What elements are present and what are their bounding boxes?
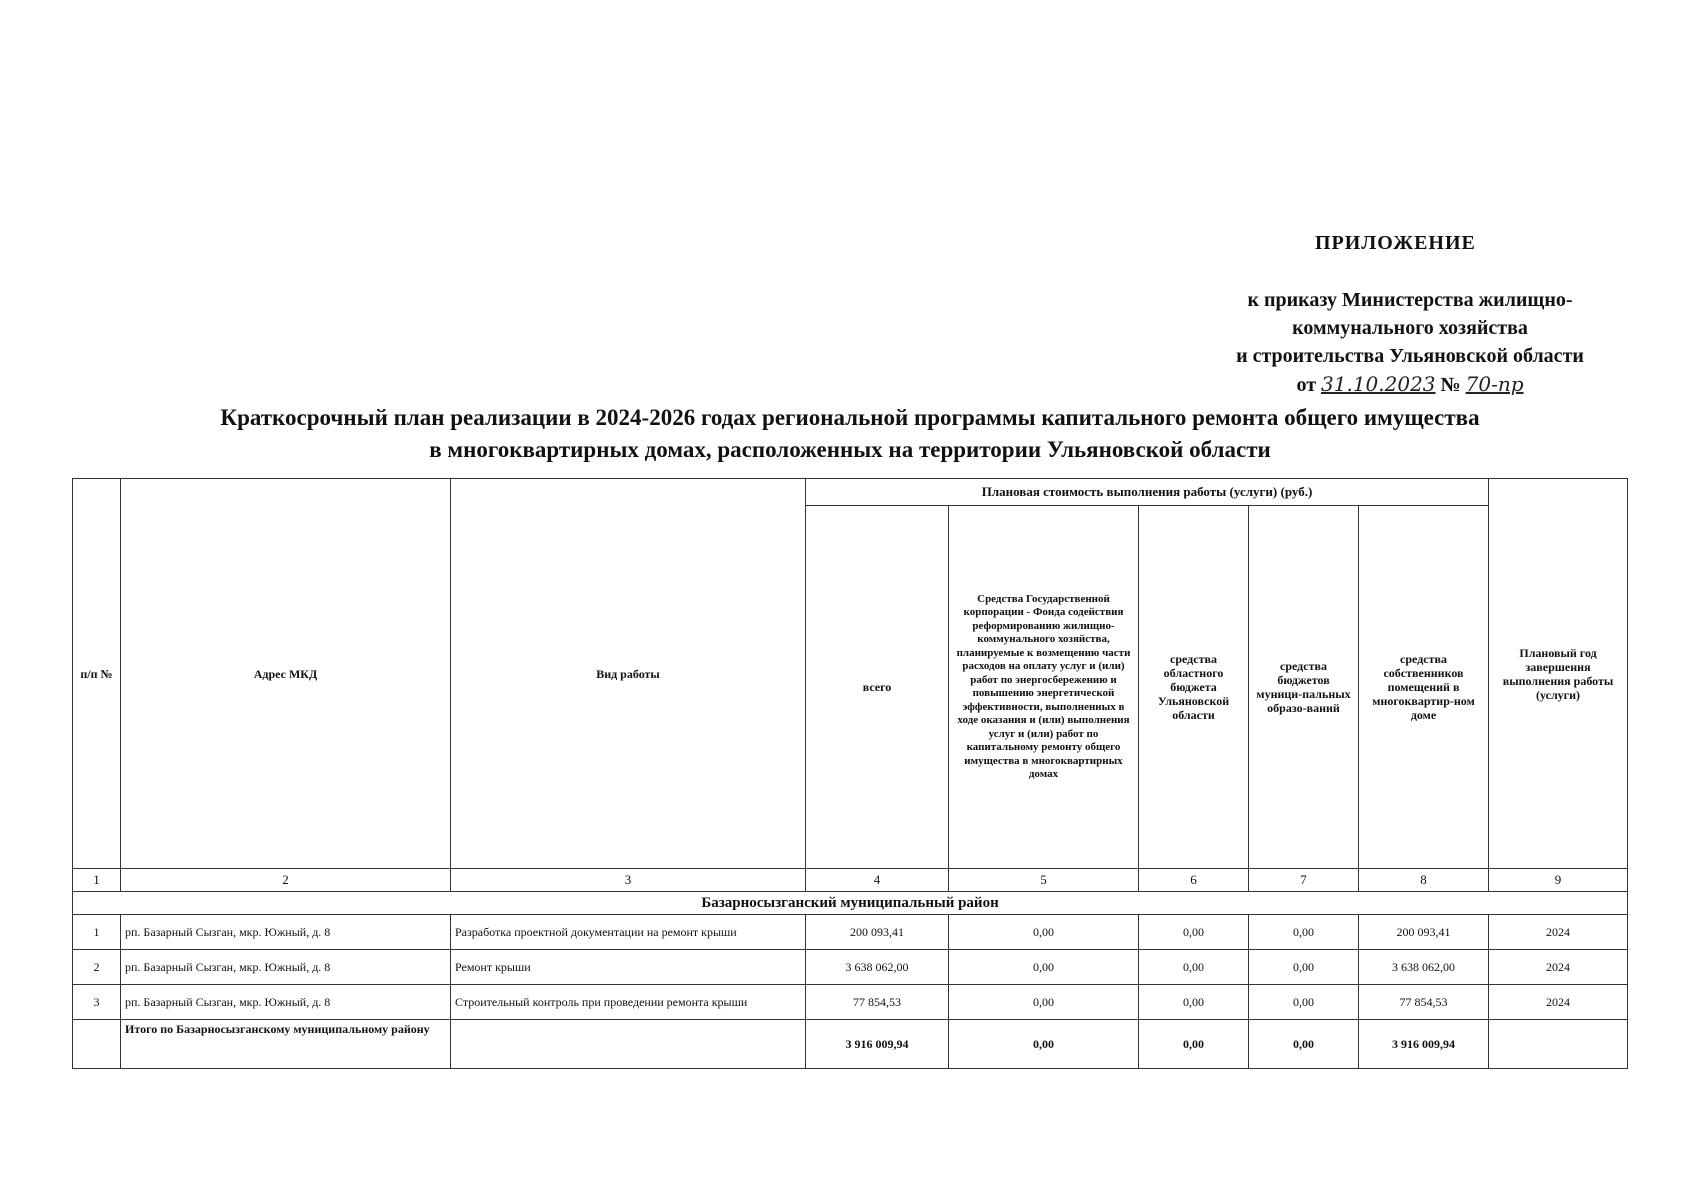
- row-municipal: 0,00: [1249, 985, 1359, 1020]
- row-address: рп. Базарный Сызган, мкр. Южный, д. 8: [121, 950, 451, 985]
- header-address: Адрес МКД: [121, 479, 451, 869]
- row-total: 77 854,53: [806, 985, 949, 1020]
- order-reference: [1190, 286, 1630, 399]
- header-total: всего: [806, 506, 949, 869]
- header-municipal: средства бюджетов муници-пальных образо-ваний: [1249, 506, 1359, 869]
- row-year: 2024: [1489, 915, 1628, 950]
- total-fund: 0,00: [949, 1020, 1139, 1069]
- col-number: 8: [1359, 869, 1489, 892]
- header-work: Вид работы: [451, 479, 806, 869]
- row-total: 200 093,41: [806, 915, 949, 950]
- col-number: 4: [806, 869, 949, 892]
- header-fund: Средства Государственной корпорации - Фонда содействия реформированию жилищно-коммунального хозяйства, планируемые к возмещению части расходов на оплату услуг и (или) работ по энергосбережению и повышению энергетической эффективности, выполненных в ходе оказания и (или) выполнения услуг и (или) работ по капитальному ремонту общего имущества в многоквартирных домах: [949, 506, 1139, 869]
- title-line-2: в многоквартирных домах, расположенных на территории Ульяновской области: [429, 437, 1271, 462]
- total-sum: 3 916 009,94: [806, 1020, 949, 1069]
- table-row: [73, 985, 1628, 1020]
- date-prefix: от: [1296, 374, 1317, 396]
- row-total: 3 638 062,00: [806, 950, 949, 985]
- order-line-1: к приказу Министерства жилищно-: [1247, 289, 1573, 311]
- row-work: Разработка проектной документации на ремонт крыши: [451, 915, 806, 950]
- total-work-empty: [451, 1020, 806, 1069]
- total-year-empty: [1489, 1020, 1628, 1069]
- row-num: 3: [73, 985, 121, 1020]
- total-label: Итого по Базарносызганскому муниципальному району: [121, 1020, 451, 1069]
- total-num-empty: [73, 1020, 121, 1069]
- total-regional: 0,00: [1139, 1020, 1249, 1069]
- row-num: 2: [73, 950, 121, 985]
- district-name: Базарносызганский муниципальный район: [73, 892, 1628, 915]
- row-municipal: 0,00: [1249, 915, 1359, 950]
- column-number-row: [73, 869, 1628, 892]
- number-prefix: №: [1440, 374, 1461, 396]
- title-line-1: Краткосрочный план реализации в 2024-2026 годах региональной программы капитального ремонта общего имущества: [220, 405, 1480, 430]
- row-owners: 77 854,53: [1359, 985, 1489, 1020]
- header-year: Плановый год завершения выполнения работы (услуги): [1489, 479, 1628, 869]
- capital-repair-plan-table: [72, 478, 1628, 1069]
- total-municipal: 0,00: [1249, 1020, 1359, 1069]
- header-cost-group: Плановая стоимость выполнения работы (услуги) (руб.): [806, 479, 1489, 506]
- header-regional: средства областного бюджета Ульяновской области: [1139, 506, 1249, 869]
- col-number: 3: [451, 869, 806, 892]
- table-row: [73, 950, 1628, 985]
- header-row-1: [73, 479, 1628, 506]
- order-line-2: коммунального хозяйства: [1292, 317, 1528, 339]
- total-row: [73, 1020, 1628, 1069]
- header-num: п/п №: [73, 479, 121, 869]
- row-regional: 0,00: [1139, 985, 1249, 1020]
- col-number: 6: [1139, 869, 1249, 892]
- row-num: 1: [73, 915, 121, 950]
- row-address: рп. Базарный Сызган, мкр. Южный, д. 8: [121, 985, 451, 1020]
- row-year: 2024: [1489, 950, 1628, 985]
- district-row: [73, 892, 1628, 915]
- col-number: 9: [1489, 869, 1628, 892]
- total-owners: 3 916 009,94: [1359, 1020, 1489, 1069]
- row-owners: 200 093,41: [1359, 915, 1489, 950]
- row-work: Ремонт крыши: [451, 950, 806, 985]
- document-title: [80, 402, 1620, 466]
- order-date-line: [1190, 370, 1630, 399]
- row-municipal: 0,00: [1249, 950, 1359, 985]
- col-number: 2: [121, 869, 451, 892]
- handwritten-date: 31.10.2023: [1321, 372, 1436, 396]
- handwritten-number: 70-пр: [1465, 372, 1524, 396]
- row-fund: 0,00: [949, 915, 1139, 950]
- order-line-3: и строительства Ульяновской области: [1236, 345, 1584, 367]
- row-owners: 3 638 062,00: [1359, 950, 1489, 985]
- col-number: 7: [1249, 869, 1359, 892]
- col-number: 1: [73, 869, 121, 892]
- row-fund: 0,00: [949, 950, 1139, 985]
- col-number: 5: [949, 869, 1139, 892]
- row-year: 2024: [1489, 985, 1628, 1020]
- appendix-heading: ПРИЛОЖЕНИЕ: [1315, 232, 1476, 254]
- row-fund: 0,00: [949, 985, 1139, 1020]
- row-regional: 0,00: [1139, 915, 1249, 950]
- row-regional: 0,00: [1139, 950, 1249, 985]
- row-address: рп. Базарный Сызган, мкр. Южный, д. 8: [121, 915, 451, 950]
- header-owners: средства собственников помещений в многоквартир-ном доме: [1359, 506, 1489, 869]
- table-row: [73, 915, 1628, 950]
- row-work: Строительный контроль при проведении ремонта крыши: [451, 985, 806, 1020]
